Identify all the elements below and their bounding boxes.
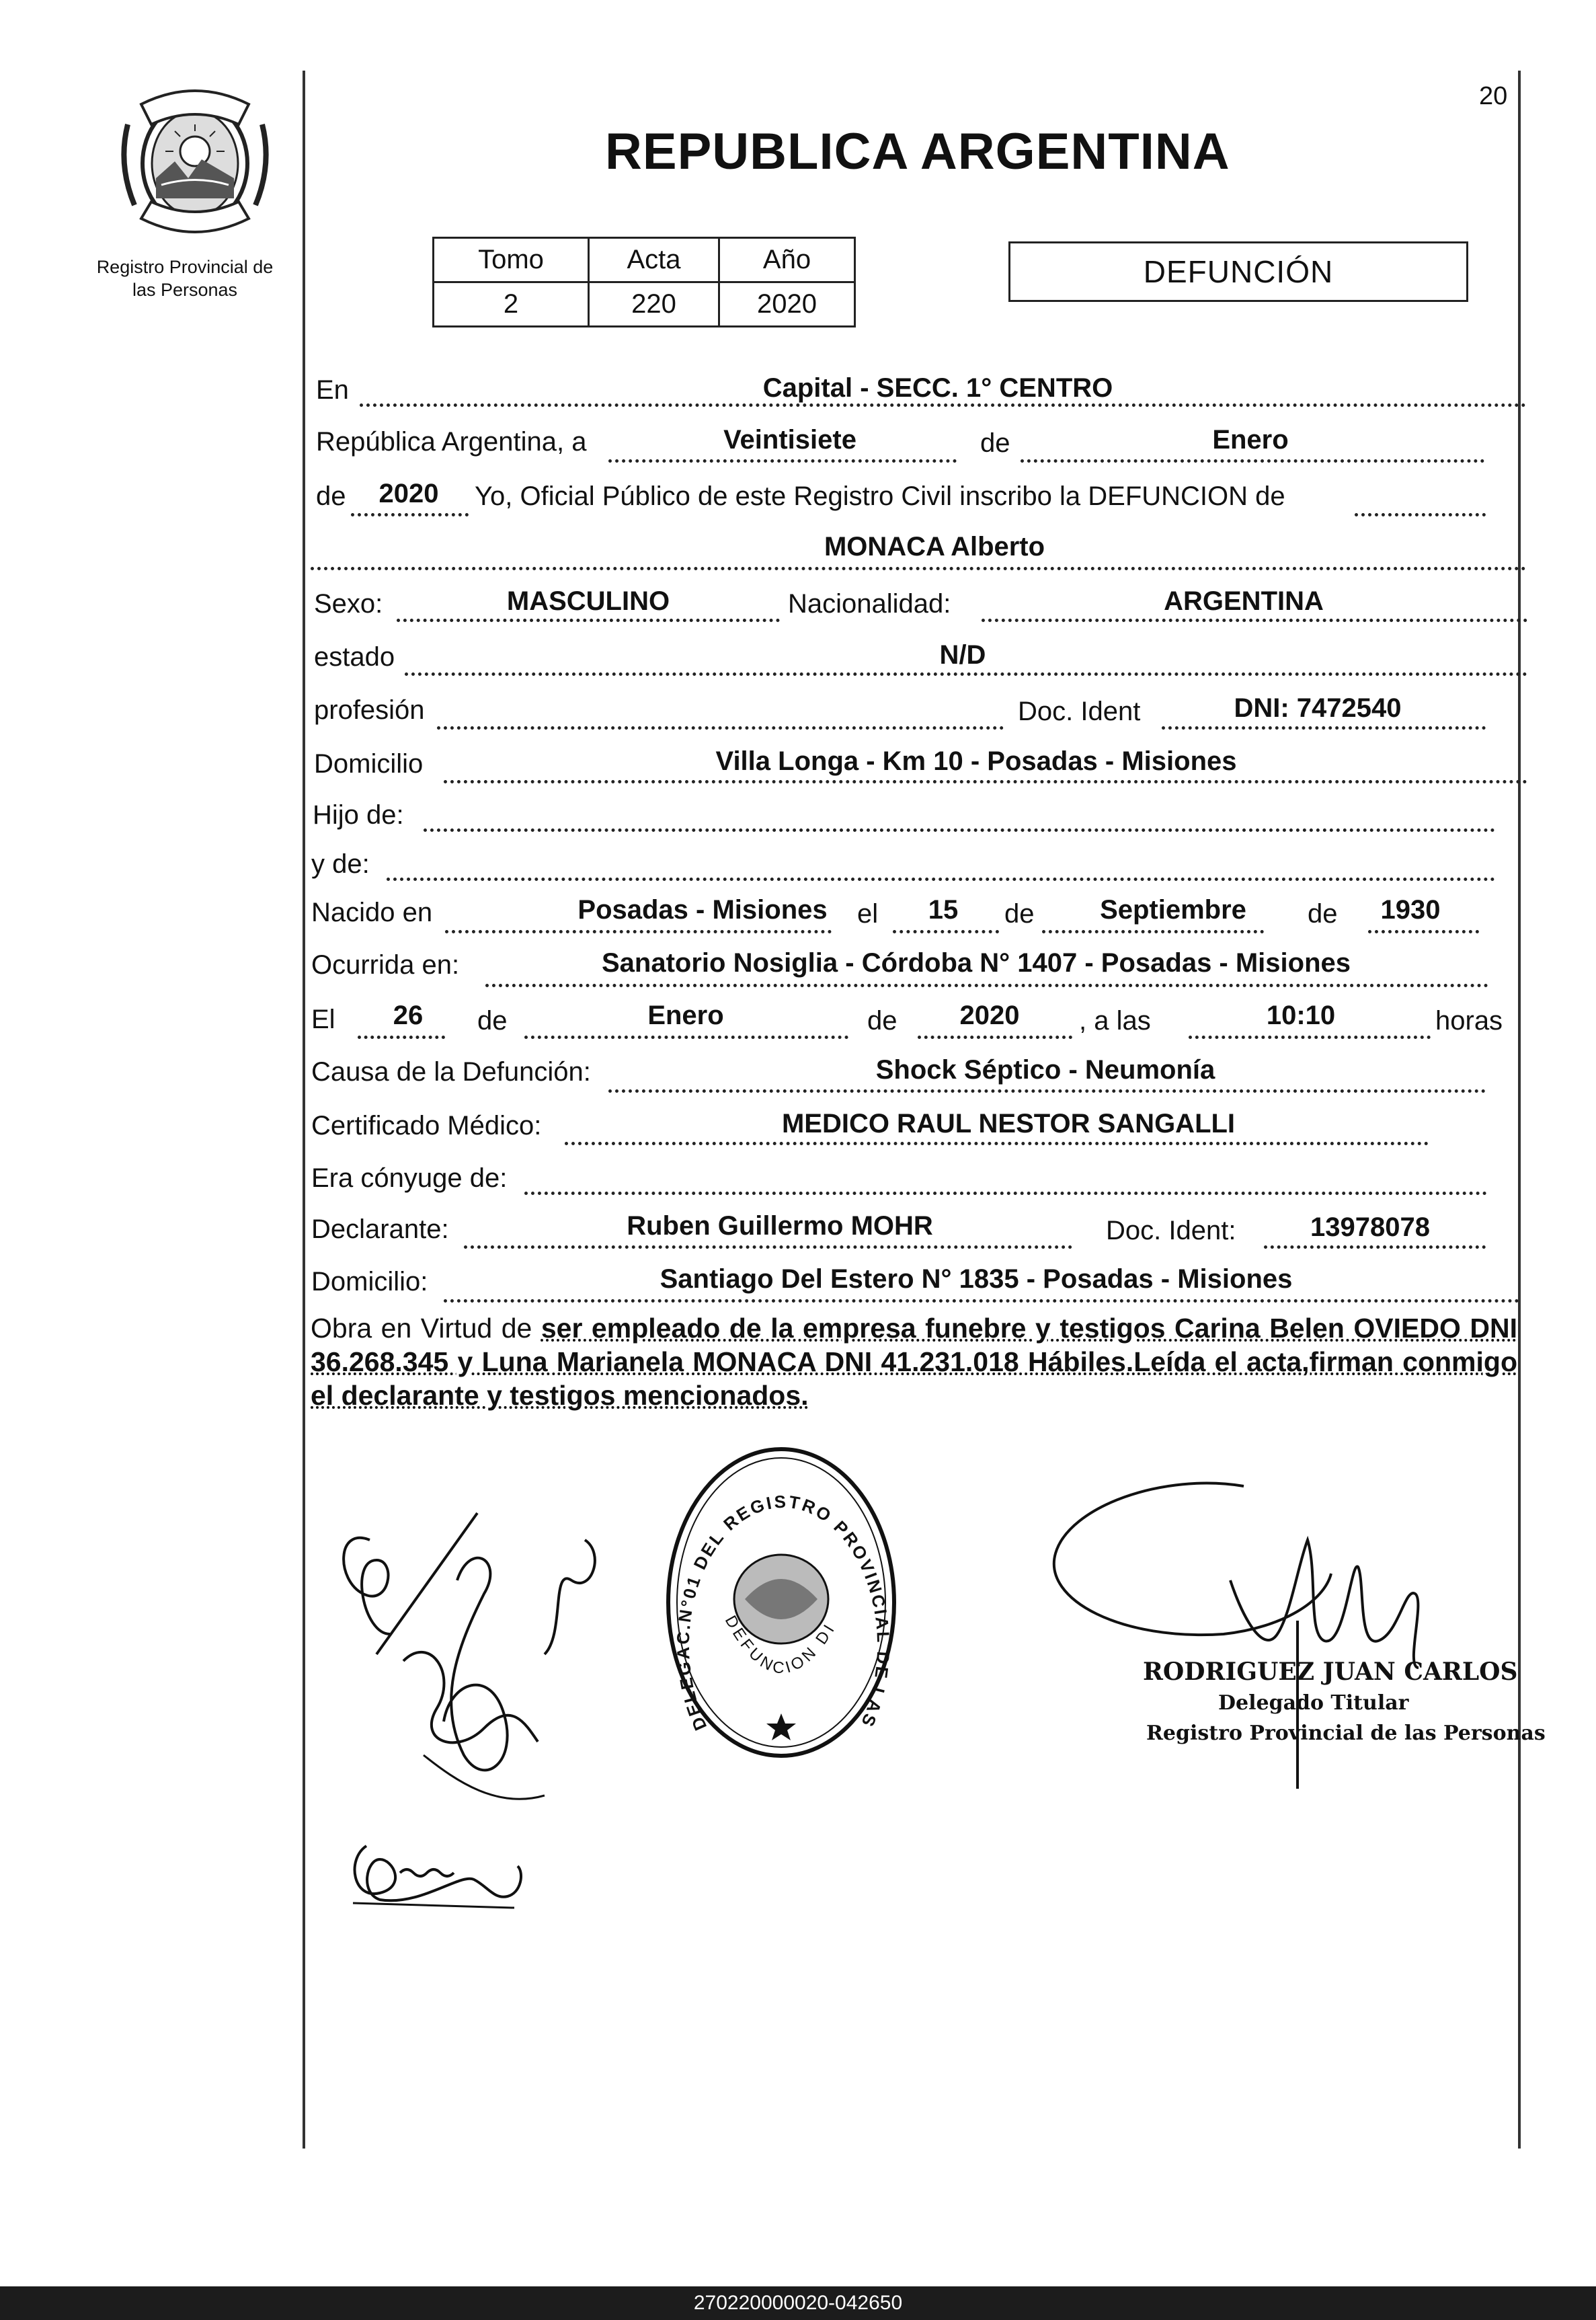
label-obra: Obra en Virtud de xyxy=(311,1313,532,1344)
dotted-line xyxy=(1264,1245,1486,1249)
dotted-line xyxy=(358,1036,445,1039)
dotted-line xyxy=(608,1089,1486,1093)
label-sexo: Sexo: xyxy=(314,589,383,619)
left-margin-line xyxy=(303,71,305,2149)
label-horas: horas xyxy=(1435,1006,1503,1036)
dotted-line xyxy=(444,780,1527,783)
dotted-line xyxy=(360,403,1526,407)
label-a-las: , a las xyxy=(1079,1006,1151,1036)
value-obra-text: ser empleado de la empresa funebre y testigos Carina Belen OVIEDO DNI 36.268.345 y Luna Marianela MONACA DNI 41.231.018 Hábiles.Leída el acta,firman conmigo el declarante y testigos mencionados. xyxy=(311,1313,1517,1411)
dotted-line xyxy=(311,567,1526,570)
dotted-line xyxy=(565,1142,1429,1145)
label-de: de xyxy=(1308,899,1338,929)
official-office: Registro Provincial de las Personas xyxy=(1146,1722,1546,1745)
label-domicilio: Domicilio xyxy=(314,749,424,779)
value-day-words: Veintisiete xyxy=(723,425,856,455)
value-declarant-address: Santiago Del Estero N° 1835 - Posadas - Misiones xyxy=(660,1264,1293,1294)
label-de: de xyxy=(1004,899,1035,929)
label-el: el xyxy=(857,899,879,929)
dotted-line xyxy=(351,513,469,516)
value-certificate: MEDICO RAUL NESTOR SANGALLI xyxy=(781,1109,1236,1138)
dotted-line xyxy=(485,984,1488,987)
record-table-value-tomo: 2 xyxy=(434,282,589,327)
label-domicilio-declarant: Domicilio: xyxy=(311,1267,428,1297)
label-republica: República Argentina, a xyxy=(316,427,587,457)
label-doc-ident-declarant: Doc. Ident: xyxy=(1106,1216,1236,1245)
label-nacionalidad: Nacionalidad: xyxy=(788,589,951,619)
value-cause: Shock Séptico - Neumonía xyxy=(875,1055,1215,1085)
dotted-line xyxy=(1021,459,1484,463)
registry-name xyxy=(74,256,296,301)
value-nationality: ARGENTINA xyxy=(1164,586,1324,616)
stamp-outer-text: DELEGAC.N°01 DEL REGISTRO PROVINCIAL DE LAS xyxy=(672,1491,894,1734)
record-table-header-row xyxy=(434,238,855,282)
record-table-value-acta: 220 xyxy=(589,282,719,327)
value-birth-month: Septiembre xyxy=(1100,895,1246,925)
stamp-text xyxy=(664,1444,898,1761)
record-table-value-ano: 2020 xyxy=(719,282,855,327)
label-profesion: profesión xyxy=(314,695,425,725)
official-role: Delegado Titular xyxy=(1218,1691,1409,1715)
label-conyuge: Era cónyuge de: xyxy=(311,1163,508,1193)
dotted-line xyxy=(405,672,1527,676)
dotted-line xyxy=(387,878,1495,881)
document-id-footer xyxy=(0,2286,1596,2320)
dotted-line xyxy=(437,726,1004,730)
value-sex: MASCULINO xyxy=(506,586,670,616)
record-table-header-tomo: Tomo xyxy=(434,238,589,282)
label-de: de xyxy=(980,428,1010,458)
dotted-line xyxy=(1368,930,1479,933)
document-id: 270220000020-042650 xyxy=(693,2292,903,2314)
label-certificado: Certificado Médico: xyxy=(311,1111,542,1140)
svg-text:DELEGAC.N°01 DEL REGISTRO PROV xyxy=(664,1444,893,1734)
province-coat-of-arms-logo xyxy=(114,84,276,239)
dotted-line xyxy=(397,619,780,622)
label-de: de xyxy=(867,1006,897,1036)
obra-paragraph xyxy=(311,1311,1517,1412)
label-en: En xyxy=(316,375,349,405)
label-causa: Causa de la Defunción: xyxy=(311,1057,591,1087)
registry-name-line2: las Personas xyxy=(132,280,238,300)
dotted-line xyxy=(524,1036,848,1039)
label-yo-oficial: Yo, Oficial Público de este Registro Civil inscribo la DEFUNCION de xyxy=(475,481,1285,511)
label-estado: estado xyxy=(314,642,395,672)
record-type-box: DEFUNCIÓN xyxy=(1008,241,1468,302)
value-death-day: 26 xyxy=(393,1001,424,1030)
label-nacido-en: Nacido en xyxy=(311,898,433,927)
official-handwritten-signature xyxy=(1042,1466,1459,1802)
handwritten-signature xyxy=(340,1832,534,1913)
value-doc-ident: DNI: 7472540 xyxy=(1234,693,1402,723)
dotted-line xyxy=(464,1245,1072,1249)
value-declarant-doc: 13978078 xyxy=(1310,1212,1430,1242)
value-deceased-name: MONACA Alberto xyxy=(824,532,1045,562)
value-place: Capital - SECC. 1° CENTRO xyxy=(762,373,1113,403)
right-margin-line xyxy=(1518,71,1521,2149)
label-de: de xyxy=(316,481,346,511)
dotted-line xyxy=(1189,1036,1431,1039)
value-death-place: Sanatorio Nosiglia - Córdoba N° 1407 - Posadas - Misiones xyxy=(601,948,1351,978)
record-table-value-row xyxy=(434,282,855,327)
record-table-header-acta: Acta xyxy=(589,238,719,282)
value-death-year: 2020 xyxy=(959,1001,1020,1030)
value-death-month: Enero xyxy=(647,1001,724,1030)
dotted-line xyxy=(524,1192,1487,1195)
value-month: Enero xyxy=(1212,425,1289,455)
stamp-inner-text: DEFUNCION DI xyxy=(721,1613,840,1678)
label-hijo-de: Hijo de: xyxy=(313,800,404,830)
dotted-line xyxy=(893,930,999,933)
value-declarant: Ruben Guillermo MOHR xyxy=(627,1211,933,1241)
value-death-time: 10:10 xyxy=(1266,1001,1336,1030)
dotted-line xyxy=(1162,726,1486,730)
dotted-line xyxy=(1355,513,1486,516)
value-address: Villa Longa - Km 10 - Posadas - Misiones xyxy=(715,746,1237,776)
page-number: 20 xyxy=(1479,82,1508,110)
value-year: 2020 xyxy=(378,479,439,508)
page-title: REPUBLICA ARGENTINA xyxy=(605,123,1230,180)
official-name: RODRIGUEZ JUAN CARLOS xyxy=(1143,1658,1518,1686)
label-declarante: Declarante: xyxy=(311,1214,449,1244)
value-birth-year: 1930 xyxy=(1380,895,1441,925)
label-ocurrida-en: Ocurrida en: xyxy=(311,950,460,980)
label-el-upper: El xyxy=(311,1005,335,1034)
dotted-line xyxy=(424,828,1495,832)
dotted-line xyxy=(982,619,1527,622)
value-birth-place: Posadas - Misiones xyxy=(577,895,828,925)
registry-name-line1: Registro Provincial de xyxy=(96,257,274,277)
record-table xyxy=(432,237,856,327)
dotted-line xyxy=(445,930,832,933)
label-de: de xyxy=(477,1006,508,1036)
dotted-line xyxy=(608,459,957,463)
value-marital-status: N/D xyxy=(939,640,986,670)
label-doc-ident: Doc. Ident xyxy=(1018,697,1141,726)
value-birth-day: 15 xyxy=(928,895,959,925)
handwritten-signature xyxy=(323,1500,619,1836)
dotted-line xyxy=(918,1036,1072,1039)
dotted-line xyxy=(1042,930,1264,933)
label-y-de: y de: xyxy=(311,849,370,879)
record-table-header-ano: Año xyxy=(719,238,855,282)
dotted-line xyxy=(444,1299,1519,1303)
